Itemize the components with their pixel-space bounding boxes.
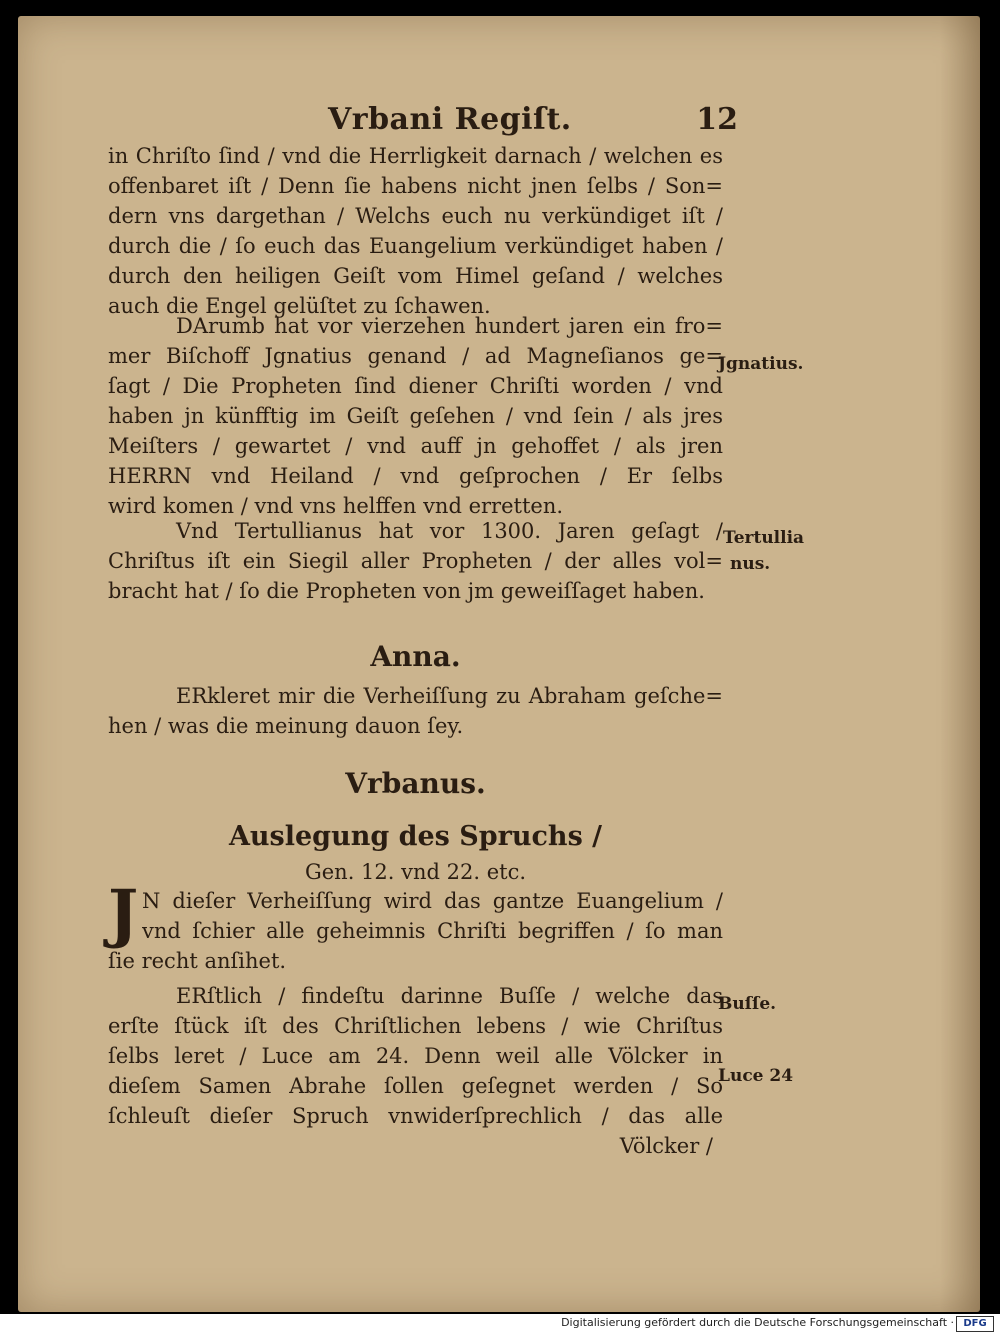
text-line: Chriſtus iſt ein Siegil aller Propheten / der alles vol= bbox=[108, 549, 723, 573]
page-number: 12 bbox=[696, 102, 738, 137]
text-line: ſie recht anſihet. bbox=[108, 949, 287, 973]
text-line: N dieſer Verheiſſung wird das gantze Euangelium / bbox=[142, 889, 723, 913]
paragraph-1 bbox=[108, 141, 723, 321]
text-line: ſelbs leret / Luce am 24. Denn weil alle Völcker in bbox=[108, 1044, 723, 1068]
text-line: dieſem Samen Abrahe ſollen geſegnet werden / So bbox=[108, 1074, 723, 1098]
text-line: ſagt / Die Propheten ſind diener Chriſti worden / vnd bbox=[108, 374, 723, 398]
margin-note-busse: Buſſe. bbox=[718, 994, 777, 1014]
margin-note-ignatius: Jgnatius. bbox=[718, 354, 804, 374]
speaker-heading-urbanus: Vrbanus. bbox=[345, 767, 486, 800]
text-line: auch die Engel gelüſtet zu ſchawen. bbox=[108, 294, 491, 318]
text-line: in Chriſto ſind / vnd die Herrligkeit darnach / welchen es bbox=[108, 144, 723, 168]
paragraph-anna bbox=[108, 681, 723, 741]
text-line: ERſtlich / findeſtu darinne Buſſe / welche das bbox=[176, 984, 723, 1008]
text-line: DArumb hat vor vierzehen hundert jaren ein fro= bbox=[176, 314, 723, 338]
text-line: durch den heiligen Geiſt vom Himel geſand / welches bbox=[108, 264, 723, 288]
running-title: Vrbani Regiſt. bbox=[328, 102, 572, 137]
text-line: ſchleuſt dieſer Spruch vnwiderſprechlich / das alle bbox=[108, 1104, 723, 1128]
funding-credit: Digitalisierung gefördert durch die Deutsche Forschungsgemeinschaft · bbox=[561, 1316, 954, 1329]
margin-note-tertullianus-cont: nus. bbox=[730, 554, 771, 574]
text-line: erſte ſtück iſt des Chriſtlichen lebens / wie Chriſtus bbox=[108, 1014, 723, 1038]
text-line: vnd ſchier alle geheimnis Chriſti begriffen / ſo man bbox=[142, 919, 723, 943]
text-line: mer Biſchoff Jgnatius genand / ad Magneſianos ge= bbox=[108, 344, 723, 368]
paragraph-ignatius bbox=[108, 311, 723, 521]
text-line: Vnd Tertullianus hat vor 1300. Jaren geſagt / bbox=[176, 519, 723, 543]
text-line: haben jn künfftig im Geiſt geſehen / vnd ſein / als jres bbox=[108, 404, 723, 428]
text-line: offenbaret iſt / Denn ſie habens nicht jnen ſelbs / Son= bbox=[108, 174, 723, 198]
text-line: bracht hat / ſo die Propheten von jm geweiſſaget haben. bbox=[108, 579, 705, 603]
paragraph-tertullianus bbox=[108, 516, 723, 606]
speaker-heading-anna: Anna. bbox=[370, 640, 461, 673]
margin-note-tertullianus: Tertullia bbox=[723, 528, 805, 548]
text-line: ERkleret mir die Verheiſſung zu Abraham geſche= bbox=[176, 684, 723, 708]
section-reference: Gen. 12. vnd 22. etc. bbox=[304, 860, 527, 884]
text-line: dern vns dargethan / Welchs euch nu verkündiget iſt / bbox=[108, 204, 723, 228]
section-heading: Auslegung des Spruchs / bbox=[228, 821, 603, 852]
text-line: Meiſters / gewartet / vnd auff jn gehoffet / als jren bbox=[108, 434, 723, 458]
paragraph-busse bbox=[108, 981, 723, 1161]
text-line: wird komen / vnd vns helffen vnd erretten. bbox=[108, 494, 564, 518]
drop-cap: J bbox=[108, 876, 139, 951]
catchword: Völcker / bbox=[619, 1134, 713, 1158]
paragraph-verheissung bbox=[108, 876, 723, 976]
text-line: durch die / ſo euch das Euangelium verkündiget haben / bbox=[108, 234, 723, 258]
page-header bbox=[318, 102, 738, 146]
scanned-page bbox=[18, 16, 980, 1312]
text-line: HERRN vnd Heiland / vnd geſprochen / Er ſelbs bbox=[108, 464, 723, 488]
dfg-logo-icon: DFG bbox=[956, 1316, 994, 1332]
digitization-footer bbox=[0, 1314, 1000, 1333]
margin-note-luce: Luce 24 bbox=[718, 1066, 794, 1086]
text-line: hen / was die meinung dauon ſey. bbox=[108, 714, 464, 738]
